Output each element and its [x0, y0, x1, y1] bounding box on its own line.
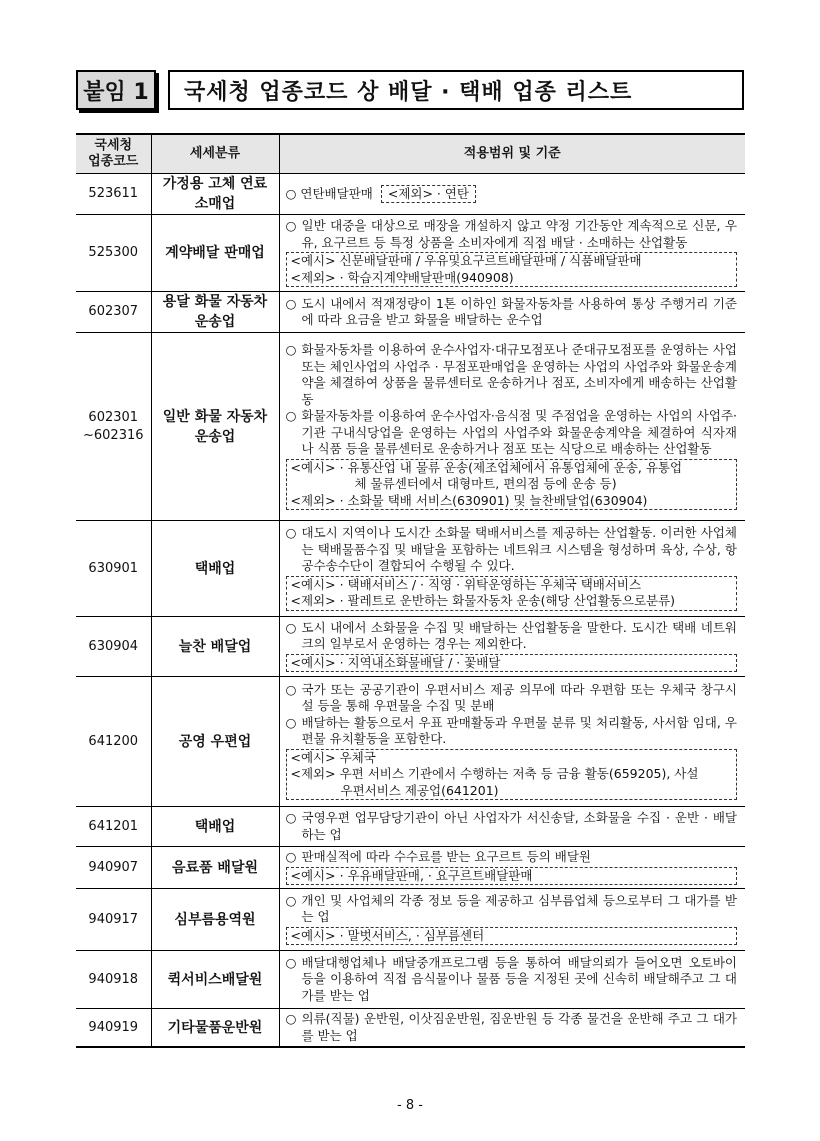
table-header-row: [76, 134, 745, 174]
row-category: 기타물품운반원: [151, 1009, 279, 1048]
row-category: 용달 화물 자동차 운송업: [151, 292, 279, 333]
table-row: [76, 807, 745, 847]
row-code: 641200: [76, 677, 151, 807]
row-scope: [279, 215, 745, 292]
example-box: [286, 867, 738, 886]
scope-item-text: 화물자동차를 이용하여 운수사업자·대규모점포나 준대규모점포를 운영하는 사업 또는 체인사업의 사업주 · 무점포판매업을 운영하는 사업의 사업주와 화물운송계약을 체결하여 상품을 물류센터로 운송하거나 점포, 소비자에게 배송하는 산업활동: [301, 342, 737, 407]
example-line: <예시> · 택배서비스 / · 직영 · 위탁운영하는 우체국 택배서비스: [290, 576, 642, 592]
example-line: <예시> 우체국: [290, 749, 376, 765]
example-line: <예시> · 유통산업 내 물류 운송(제조업체에서 유통업체에 운송, 유통업: [290, 459, 683, 475]
example-box: [286, 576, 738, 611]
row-code-line1: 602301: [88, 409, 139, 425]
bullet-icon: ○: [285, 849, 297, 864]
row-scope: [279, 807, 745, 847]
example-line: <예시> · 우유배달판매, · 요구르트배달판매: [290, 867, 533, 883]
exclusion-line: <제외> · 학습지계약배달판매(940908): [290, 269, 514, 285]
row-code: [76, 333, 151, 521]
row-scope: [279, 847, 745, 889]
row-code: 630901: [76, 521, 151, 617]
scope-item-text: 국가 또는 공공기관이 우편서비스 제공 의무에 따라 우편함 또는 우체국 창구시설 등을 통해 우편물을 수집 및 분배: [301, 681, 737, 714]
example-box: [286, 459, 738, 511]
header-category: 세세분류: [151, 134, 279, 174]
row-code-line2: ~602316: [82, 427, 144, 443]
scope-item: [286, 342, 738, 408]
scope-item-text: 도시 내에서 적재정량이 1톤 이하인 화물자동차를 사용하여 통상 주행거리 기준에 따라 요금을 받고 화물을 배달하는 운수업: [301, 295, 737, 327]
row-code: 630904: [76, 617, 151, 677]
header-code-line1: 국세청: [94, 138, 133, 153]
row-category: 택배업: [151, 521, 279, 617]
scope-item-text: 배달대행업체나 배달중개프로그램 등을 통하여 배달의뢰가 들어오면 오토바이 등을 이용하여 직접 음식물이나 물품 등을 지정된 곳에 신속히 배달해주고 그 대가를 받는 업: [301, 954, 737, 1003]
exclusion-line: <제외> · 소화물 택배 서비스(630901) 및 늘찬배달업(630904): [290, 492, 648, 508]
exclusion-line: <제외> 우편 서비스 기관에서 수행하는 저축 등 금융 활동(659205), 사설: [290, 766, 699, 782]
example-line: <예시> · 말벗서비스, · 심부름센터: [290, 927, 485, 943]
row-category: 공영 우편업: [151, 677, 279, 807]
page-header: [76, 70, 746, 114]
page-title: 국세청 업종코드 상 배달 · 택배 업종 리스트: [168, 70, 744, 110]
header-code-line2: 업종코드: [88, 154, 139, 169]
scope-item-text: 대도시 지역이나 도시간 소화물 택배서비스를 제공하는 산업활동. 이러한 사업체는 택배물품수집 및 배달을 포함하는 네트워크 시스템을 형성하며 육상, 수상, 항공수송수단이 결합되어 수행될 수 있다.: [301, 525, 737, 574]
scope-item-text: 배달하는 활동으로서 우표 판매활동과 우편물 분류 및 처리활동, 사서함 임대, 우편물 유치활동을 포함한다.: [301, 714, 737, 747]
example-box: [286, 927, 738, 946]
bullet-icon: ○: [285, 681, 297, 697]
example-box: [286, 654, 738, 673]
row-scope: [279, 889, 745, 951]
scope-item-text: 의류(직물) 운반원, 이삿짐운반원, 짐운반원 등 각종 물건을 운반해 주고 그 대가를 받는 업: [301, 1011, 737, 1043]
row-scope: [279, 1009, 745, 1048]
row-scope: [279, 617, 745, 677]
scope-item: [286, 408, 738, 458]
row-code: 940919: [76, 1009, 151, 1048]
row-code: 940918: [76, 951, 151, 1009]
scope-item: [286, 849, 738, 866]
bullet-icon: ○: [285, 714, 297, 730]
scope-item: [286, 296, 738, 329]
row-scope: [279, 951, 745, 1009]
example-box: [286, 252, 738, 287]
row-code: 525300: [76, 215, 151, 292]
scope-item: [286, 218, 738, 251]
scope-item-text: 화물자동차를 이용하여 운수사업자·음식점 및 주점업을 운영하는 사업의 사업주·기관 구내식당업을 운영하는 사업의 사업주와 화물운송계약을 체결하여 식자재나 식품 등을 물류센터로 운송하거나 점포 또는 식당으로 배송하는 산업활동: [301, 408, 737, 456]
table-row: [76, 847, 745, 889]
scope-item-text: 판매실적에 따라 수수료를 받는 요구르트 등의 배달원: [301, 849, 591, 864]
table-row: [76, 215, 745, 292]
table-row: [76, 889, 745, 951]
scope-item-text: 국영우편 업무담당기관이 아닌 사업자가 서신송달, 소화물을 수집 · 운반 · 배달하는 업: [301, 810, 737, 842]
row-category: 음료품 배달원: [151, 847, 279, 889]
scope-item: [286, 682, 738, 715]
scope-item: [286, 715, 738, 748]
scope-item: [286, 893, 738, 926]
row-scope: [279, 333, 745, 521]
scope-item-text: 도시 내에서 소화물을 수집 및 배달하는 산업활동을 말한다. 도시간 택배 네트워크의 일부로서 운영하는 경우는 제외한다.: [301, 619, 737, 652]
bullet-icon: ○: [285, 295, 297, 311]
scope-item: [286, 525, 738, 575]
row-code: 940907: [76, 847, 151, 889]
table-row: [76, 617, 745, 677]
bullet-icon: ○: [285, 185, 297, 201]
bullet-icon: ○: [285, 218, 297, 233]
header-scope: 적용범위 및 기준: [279, 134, 745, 174]
row-code: 940917: [76, 889, 151, 951]
scope-item: 연탄배달판매: [300, 185, 373, 201]
page-number: - 8 -: [397, 1098, 423, 1113]
table-row: [76, 1009, 745, 1048]
table-row: [76, 174, 745, 215]
row-category: 퀵서비스배달원: [151, 951, 279, 1009]
row-code: 602307: [76, 292, 151, 333]
row-category: 일반 화물 자동차 운송업: [151, 333, 279, 521]
row-scope: [279, 521, 745, 617]
scope-item: [286, 810, 738, 843]
header-code: [76, 134, 151, 174]
scope-item: [286, 620, 738, 653]
table-row: [76, 521, 745, 617]
bullet-icon: ○: [285, 408, 297, 423]
example-line: <예시> 신문배달판매 / 우유및요구르트배달판매 / 식품배달판매: [290, 253, 642, 268]
table-row: [76, 292, 745, 333]
row-category: 택배업: [151, 807, 279, 847]
scope-item: [286, 955, 738, 1005]
row-code: 641201: [76, 807, 151, 847]
row-scope: [279, 292, 745, 333]
example-box: [286, 749, 738, 801]
exclusion-box: <제외> · 연탄: [381, 185, 476, 204]
bullet-icon: ○: [285, 342, 297, 357]
table-row: [76, 677, 745, 807]
table-row: [76, 951, 745, 1009]
example-line: <예시> · 지역내소화물배달 / · 꽃배달: [290, 654, 501, 670]
row-category: 늘찬 배달업: [151, 617, 279, 677]
scope-item-text: 개인 및 사업체의 각종 정보 등을 제공하고 심부름업체 등으로부터 그 대가를 받는 업: [301, 892, 737, 925]
bullet-icon: ○: [285, 525, 297, 541]
bullet-icon: ○: [285, 619, 297, 635]
attachment-badge: 붙임 1: [76, 70, 156, 110]
scope-item-text: 일반 대중을 대상으로 매장을 개설하지 않고 약정 기간동안 계속적으로 신문, 우유, 요구르트 등 특정 상품을 소비자에게 직접 배달 · 소매하는 산업활동: [301, 218, 737, 250]
exclusion-line-cont: 우편서비스 제공업(641201): [340, 782, 499, 798]
bullet-icon: ○: [285, 1011, 297, 1026]
row-code: 523611: [76, 174, 151, 215]
example-line-cont: 체 물류센터에서 대형마트, 편의점 등에 운송 등): [354, 476, 617, 491]
row-category: 심부름용역원: [151, 889, 279, 951]
row-category: 계약배달 판매업: [151, 215, 279, 292]
industry-code-table: [76, 133, 745, 1048]
bullet-icon: ○: [285, 810, 297, 825]
row-scope: [279, 677, 745, 807]
row-category: 가정용 고체 연료 소매업: [151, 174, 279, 215]
scope-item: [286, 1011, 738, 1044]
table-row: [76, 333, 745, 521]
exclusion-line: <제외> · 팔레트로 운반하는 화물자동차 운송(해당 산업활동으로분류): [290, 593, 676, 609]
row-scope: [279, 174, 745, 215]
bullet-icon: ○: [285, 892, 297, 908]
bullet-icon: ○: [285, 954, 297, 970]
